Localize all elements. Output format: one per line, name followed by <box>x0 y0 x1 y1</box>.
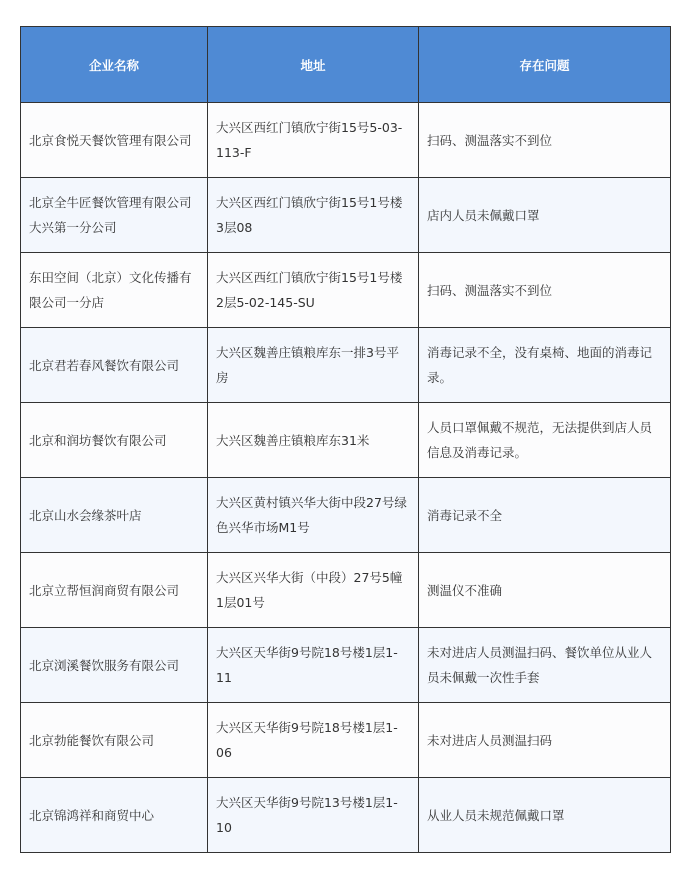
company-name-cell: 北京山水会缘茶叶店 <box>21 478 208 553</box>
company-name-cell: 北京立帮恒润商贸有限公司 <box>21 553 208 628</box>
company-name-cell: 北京锦鸿祥和商贸中心 <box>21 778 208 853</box>
table-row <box>21 178 671 253</box>
issue-cell: 人员口罩佩戴不规范，无法提供到店人员信息及消毒记录。 <box>419 403 671 478</box>
company-name-cell: 北京和润坊餐饮有限公司 <box>21 403 208 478</box>
company-name-cell: 北京勃能餐饮有限公司 <box>21 703 208 778</box>
table-header-row <box>21 27 671 103</box>
address-cell: 大兴区魏善庄镇粮库东一排3号平房 <box>208 328 419 403</box>
table-row <box>21 253 671 328</box>
address-cell: 大兴区西红门镇欣宁街15号5-03-113-F <box>208 103 419 178</box>
table-row <box>21 628 671 703</box>
address-cell: 大兴区兴华大街（中段）27号5幢1层01号 <box>208 553 419 628</box>
issue-cell: 从业人员未规范佩戴口罩 <box>419 778 671 853</box>
address-cell: 大兴区西红门镇欣宁街15号1号楼2层5-02-145-SU <box>208 253 419 328</box>
issue-cell: 店内人员未佩戴口罩 <box>419 178 671 253</box>
inspection-table <box>20 26 671 853</box>
company-name-cell: 北京浏溪餐饮服务有限公司 <box>21 628 208 703</box>
issue-cell: 消毒记录不全，没有桌椅、地面的消毒记录。 <box>419 328 671 403</box>
address-cell: 大兴区黄村镇兴华大街中段27号绿色兴华市场M1号 <box>208 478 419 553</box>
header-issue: 存在问题 <box>419 27 671 103</box>
issue-cell: 未对进店人员测温扫码、餐饮单位从业人员未佩戴一次性手套 <box>419 628 671 703</box>
table-row <box>21 553 671 628</box>
issue-cell: 扫码、测温落实不到位 <box>419 253 671 328</box>
address-cell: 大兴区西红门镇欣宁街15号1号楼3层08 <box>208 178 419 253</box>
company-name-cell: 北京全牛匠餐饮管理有限公司大兴第一分公司 <box>21 178 208 253</box>
table-row <box>21 478 671 553</box>
address-cell: 大兴区天华街9号院13号楼1层1-10 <box>208 778 419 853</box>
address-cell: 大兴区天华街9号院18号楼1层1-11 <box>208 628 419 703</box>
address-cell: 大兴区魏善庄镇粮库东31米 <box>208 403 419 478</box>
issue-cell: 测温仪不准确 <box>419 553 671 628</box>
issue-cell: 扫码、测温落实不到位 <box>419 103 671 178</box>
company-name-cell: 东田空间（北京）文化传播有限公司一分店 <box>21 253 208 328</box>
issue-cell: 消毒记录不全 <box>419 478 671 553</box>
table-row <box>21 103 671 178</box>
table-row <box>21 328 671 403</box>
header-address: 地址 <box>208 27 419 103</box>
header-company-name: 企业名称 <box>21 27 208 103</box>
table-row <box>21 703 671 778</box>
issue-cell: 未对进店人员测温扫码 <box>419 703 671 778</box>
address-cell: 大兴区天华街9号院18号楼1层1-06 <box>208 703 419 778</box>
table-row <box>21 778 671 853</box>
company-name-cell: 北京君若春风餐饮有限公司 <box>21 328 208 403</box>
table-row <box>21 403 671 478</box>
company-name-cell: 北京食悦天餐饮管理有限公司 <box>21 103 208 178</box>
